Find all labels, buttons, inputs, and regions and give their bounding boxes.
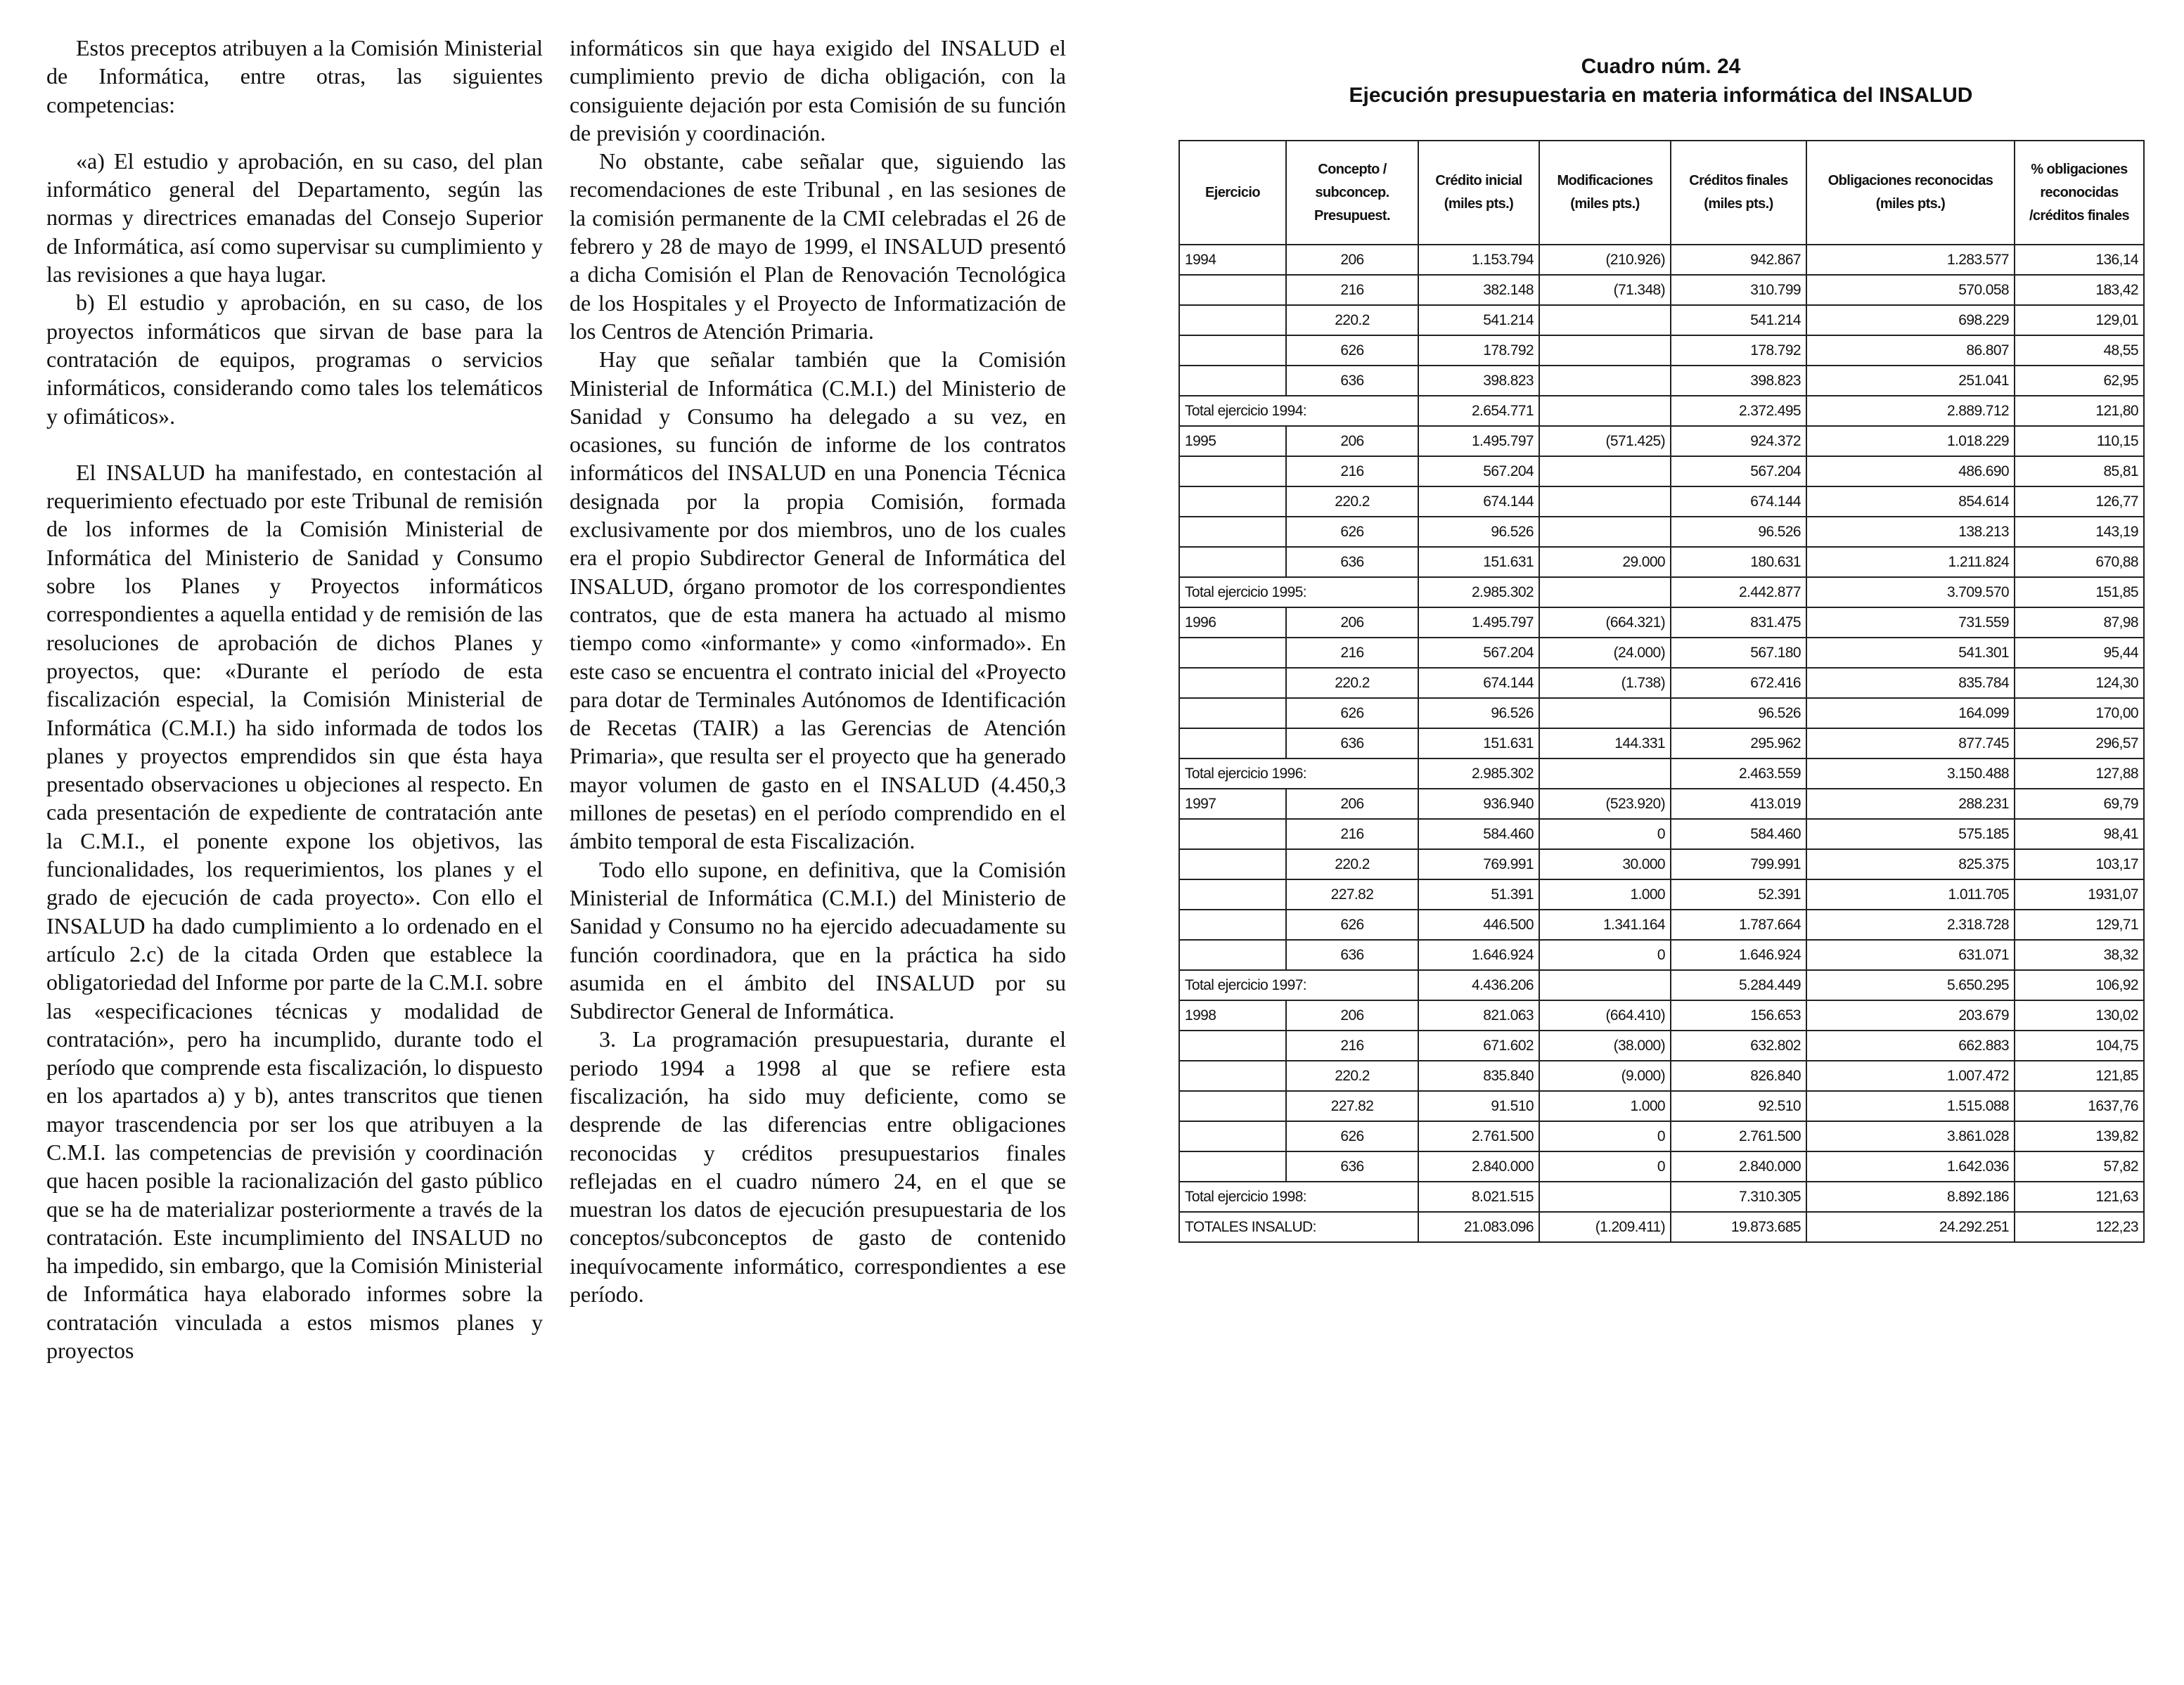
table-row [1179, 849, 2144, 879]
cell-ejercicio [1179, 1091, 1286, 1121]
cell-credito-inicial: 398.823 [1418, 366, 1539, 396]
cell-creditos-finales: 2.761.500 [1671, 1121, 1806, 1151]
cell-porcentaje: 98,41 [2015, 819, 2144, 849]
cell-ejercicio [1179, 638, 1286, 668]
cell-concepto: 227.82 [1286, 879, 1418, 910]
cell-ejercicio: 1995 [1179, 426, 1286, 456]
cell-concepto: 206 [1286, 607, 1418, 638]
table-row [1179, 486, 2144, 517]
cell-creditos-finales: 924.372 [1671, 426, 1806, 456]
cell-modificaciones: (664.410) [1539, 1000, 1671, 1031]
cell-porcentaje: 48,55 [2015, 335, 2144, 366]
cell-concepto: 206 [1286, 426, 1418, 456]
cell-modificaciones: 30.000 [1539, 849, 1671, 879]
cell-creditos-finales: 2.463.559 [1671, 758, 1806, 789]
cell-creditos-finales: 1.646.924 [1671, 940, 1806, 970]
cell-modificaciones [1539, 698, 1671, 728]
cell-credito-inicial: 21.083.096 [1418, 1212, 1539, 1242]
paragraph: Todo ello supone, en definitiva, que la Comisión Ministerial de Informática (C.M.I.) del Ministerio de Sanidad y Consumo no ha ejercido adecuadamente su función coordinadora, que en la práctica ha sido asumida en el ámbito del INSALUD por su Subdirector General de Informática. [570, 856, 1066, 1024]
text-column-middle [570, 34, 1066, 1308]
table-row [1179, 1031, 2144, 1061]
cell-credito-inicial: 2.985.302 [1418, 758, 1539, 789]
cell-credito-inicial: 674.144 [1418, 668, 1539, 698]
cell-obligaciones: 203.679 [1806, 1000, 2015, 1031]
cell-creditos-finales: 674.144 [1671, 486, 1806, 517]
cell-credito-inicial: 541.214 [1418, 305, 1539, 335]
cell-modificaciones [1539, 305, 1671, 335]
cell-porcentaje: 170,00 [2015, 698, 2144, 728]
cell-creditos-finales: 7.310.305 [1671, 1182, 1806, 1212]
cell-porcentaje: 129,71 [2015, 910, 2144, 940]
cell-modificaciones [1539, 1182, 1671, 1212]
cell-concepto: 206 [1286, 245, 1418, 275]
cell-modificaciones: (24.000) [1539, 638, 1671, 668]
cell-creditos-finales: 632.802 [1671, 1031, 1806, 1061]
cell-ejercicio [1179, 1151, 1286, 1182]
cell-obligaciones: 2.889.712 [1806, 396, 2015, 426]
cell-obligaciones: 662.883 [1806, 1031, 2015, 1061]
cell-total-label: Total ejercicio 1997: [1179, 970, 1418, 1000]
table-row [1179, 517, 2144, 547]
cell-ejercicio [1179, 456, 1286, 486]
table-row [1179, 819, 2144, 849]
table-row [1179, 1121, 2144, 1151]
cell-porcentaje: 85,81 [2015, 456, 2144, 486]
cell-obligaciones: 877.745 [1806, 728, 2015, 758]
cell-credito-inicial: 4.436.206 [1418, 970, 1539, 1000]
cell-obligaciones: 164.099 [1806, 698, 2015, 728]
table-total-row [1179, 577, 2144, 607]
cell-modificaciones [1539, 396, 1671, 426]
cell-porcentaje: 130,02 [2015, 1000, 2144, 1031]
cell-concepto: 220.2 [1286, 305, 1418, 335]
cell-credito-inicial: 96.526 [1418, 698, 1539, 728]
cell-porcentaje: 106,92 [2015, 970, 2144, 1000]
cell-creditos-finales: 398.823 [1671, 366, 1806, 396]
cell-creditos-finales: 2.442.877 [1671, 577, 1806, 607]
cell-credito-inicial: 2.761.500 [1418, 1121, 1539, 1151]
cell-concepto: 216 [1286, 819, 1418, 849]
table-row [1179, 698, 2144, 728]
cell-creditos-finales: 567.180 [1671, 638, 1806, 668]
cell-modificaciones: (9.000) [1539, 1061, 1671, 1091]
cell-credito-inicial: 151.631 [1418, 728, 1539, 758]
paragraph: b) El estudio y aprobación, en su caso, de los proyectos informáticos que sirvan de base para la contratación de equipos, programas o servicios informáticos, considerando como tales los telemáticos y ofimáticos». [46, 290, 543, 429]
cell-concepto: 220.2 [1286, 486, 1418, 517]
cell-modificaciones: 0 [1539, 940, 1671, 970]
cell-concepto: 206 [1286, 1000, 1418, 1031]
cell-modificaciones: 1.341.164 [1539, 910, 1671, 940]
cell-porcentaje: 127,88 [2015, 758, 2144, 789]
cell-obligaciones: 570.058 [1806, 275, 2015, 305]
cell-credito-inicial: 8.021.515 [1418, 1182, 1539, 1212]
cell-obligaciones: 486.690 [1806, 456, 2015, 486]
cell-modificaciones: 0 [1539, 819, 1671, 849]
cell-credito-inicial: 1.646.924 [1418, 940, 1539, 970]
cell-concepto: 216 [1286, 456, 1418, 486]
cell-modificaciones: (38.000) [1539, 1031, 1671, 1061]
cell-ejercicio [1179, 1031, 1286, 1061]
cell-concepto: 626 [1286, 335, 1418, 366]
cell-ejercicio [1179, 879, 1286, 910]
cell-obligaciones: 854.614 [1806, 486, 2015, 517]
cell-credito-inicial: 178.792 [1418, 335, 1539, 366]
cell-ejercicio [1179, 910, 1286, 940]
cell-obligaciones: 1.007.472 [1806, 1061, 2015, 1091]
text-column-left [46, 34, 543, 1364]
cell-credito-inicial: 584.460 [1418, 819, 1539, 849]
table-row [1179, 1091, 2144, 1121]
cell-ejercicio [1179, 1061, 1286, 1091]
cell-creditos-finales: 413.019 [1671, 789, 1806, 819]
table-row [1179, 728, 2144, 758]
cell-ejercicio [1179, 275, 1286, 305]
cell-creditos-finales: 1.787.664 [1671, 910, 1806, 940]
cell-porcentaje: 69,79 [2015, 789, 2144, 819]
cell-obligaciones: 86.807 [1806, 335, 2015, 366]
header-ejercicio: Ejercicio [1179, 141, 1286, 245]
table-row [1179, 638, 2144, 668]
header-creditos-finales: Créditos finales (miles pts.) [1671, 141, 1806, 245]
cell-obligaciones: 8.892.186 [1806, 1182, 2015, 1212]
table-row [1179, 668, 2144, 698]
cell-modificaciones [1539, 970, 1671, 1000]
cell-porcentaje: 57,82 [2015, 1151, 2144, 1182]
cell-porcentaje: 121,80 [2015, 396, 2144, 426]
table-row [1179, 1061, 2144, 1091]
cell-credito-inicial: 671.602 [1418, 1031, 1539, 1061]
cell-concepto: 636 [1286, 728, 1418, 758]
cell-porcentaje: 103,17 [2015, 849, 2144, 879]
cell-porcentaje: 38,32 [2015, 940, 2144, 970]
cell-ejercicio: 1994 [1179, 245, 1286, 275]
cell-credito-inicial: 446.500 [1418, 910, 1539, 940]
cell-concepto: 216 [1286, 1031, 1418, 1061]
cell-credito-inicial: 2.654.771 [1418, 396, 1539, 426]
table-number: Cuadro núm. 24 [1581, 55, 1741, 78]
cell-credito-inicial: 1.495.797 [1418, 607, 1539, 638]
cell-ejercicio [1179, 1121, 1286, 1151]
cell-ejercicio [1179, 486, 1286, 517]
cell-creditos-finales: 826.840 [1671, 1061, 1806, 1091]
cell-modificaciones: (210.926) [1539, 245, 1671, 275]
cell-credito-inicial: 2.985.302 [1418, 577, 1539, 607]
cell-credito-inicial: 1.495.797 [1418, 426, 1539, 456]
cell-porcentaje: 124,30 [2015, 668, 2144, 698]
cell-concepto: 636 [1286, 366, 1418, 396]
cell-porcentaje: 1931,07 [2015, 879, 2144, 910]
cell-obligaciones: 3.861.028 [1806, 1121, 2015, 1151]
cell-ejercicio: 1996 [1179, 607, 1286, 638]
table-row [1179, 335, 2144, 366]
cell-porcentaje: 129,01 [2015, 305, 2144, 335]
table-row [1179, 607, 2144, 638]
cell-concepto: 626 [1286, 910, 1418, 940]
cell-creditos-finales: 96.526 [1671, 698, 1806, 728]
cell-modificaciones: 0 [1539, 1121, 1671, 1151]
table-row [1179, 366, 2144, 396]
cell-porcentaje: 126,77 [2015, 486, 2144, 517]
cell-creditos-finales: 96.526 [1671, 517, 1806, 547]
paragraph: «a) El estudio y aprobación, en su caso, del plan informático general del Departamento, según las normas y directrices emanadas del Consejo Superior de Informática, así como supervisar su cumplimiento y las revisiones a que haya lugar. [46, 148, 543, 288]
cell-credito-inicial: 674.144 [1418, 486, 1539, 517]
cell-creditos-finales: 831.475 [1671, 607, 1806, 638]
cell-ejercicio [1179, 305, 1286, 335]
cell-creditos-finales: 295.962 [1671, 728, 1806, 758]
paragraph: informáticos sin que haya exigido del INSALUD el cumplimiento previo de dicha obligación, con la consiguiente dejación por esta Comisión de su función de previsión y coordinación. [570, 35, 1066, 146]
cell-total-label: Total ejercicio 1996: [1179, 758, 1418, 789]
cell-concepto: 216 [1286, 275, 1418, 305]
cell-credito-inicial: 567.204 [1418, 456, 1539, 486]
cell-modificaciones [1539, 577, 1671, 607]
cell-concepto: 626 [1286, 517, 1418, 547]
cell-obligaciones: 24.292.251 [1806, 1212, 2015, 1242]
budget-table-section [1178, 52, 2143, 1243]
cell-creditos-finales: 310.799 [1671, 275, 1806, 305]
cell-ejercicio [1179, 849, 1286, 879]
cell-concepto: 220.2 [1286, 1061, 1418, 1091]
cell-concepto: 220.2 [1286, 849, 1418, 879]
cell-porcentaje: 122,23 [2015, 1212, 2144, 1242]
cell-credito-inicial: 2.840.000 [1418, 1151, 1539, 1182]
cell-modificaciones [1539, 456, 1671, 486]
cell-obligaciones: 1.211.824 [1806, 547, 2015, 577]
cell-ejercicio: 1997 [1179, 789, 1286, 819]
cell-creditos-finales: 799.991 [1671, 849, 1806, 879]
cell-ejercicio [1179, 547, 1286, 577]
cell-concepto: 636 [1286, 940, 1418, 970]
cell-porcentaje: 151,85 [2015, 577, 2144, 607]
cell-modificaciones: 1.000 [1539, 1091, 1671, 1121]
cell-creditos-finales: 52.391 [1671, 879, 1806, 910]
cell-total-label: TOTALES INSALUD: [1179, 1212, 1418, 1242]
cell-porcentaje: 136,14 [2015, 245, 2144, 275]
cell-ejercicio [1179, 698, 1286, 728]
cell-modificaciones: (523.920) [1539, 789, 1671, 819]
cell-obligaciones: 541.301 [1806, 638, 2015, 668]
cell-porcentaje: 143,19 [2015, 517, 2144, 547]
cell-modificaciones: 1.000 [1539, 879, 1671, 910]
cell-creditos-finales: 156.653 [1671, 1000, 1806, 1031]
cell-ejercicio [1179, 940, 1286, 970]
cell-credito-inicial: 382.148 [1418, 275, 1539, 305]
table-row [1179, 1000, 2144, 1031]
cell-porcentaje: 104,75 [2015, 1031, 2144, 1061]
cell-modificaciones: (1.209.411) [1539, 1212, 1671, 1242]
cell-concepto: 206 [1286, 789, 1418, 819]
cell-creditos-finales: 178.792 [1671, 335, 1806, 366]
cell-porcentaje: 62,95 [2015, 366, 2144, 396]
table-total-row [1179, 970, 2144, 1000]
cell-credito-inicial: 1.153.794 [1418, 245, 1539, 275]
cell-obligaciones: 835.784 [1806, 668, 2015, 698]
cell-obligaciones: 138.213 [1806, 517, 2015, 547]
cell-credito-inicial: 769.991 [1418, 849, 1539, 879]
cell-obligaciones: 5.650.295 [1806, 970, 2015, 1000]
cell-concepto: 227.82 [1286, 1091, 1418, 1121]
cell-modificaciones: (664.321) [1539, 607, 1671, 638]
table-row [1179, 940, 2144, 970]
cell-ejercicio [1179, 366, 1286, 396]
cell-modificaciones: (1.738) [1539, 668, 1671, 698]
table-grand-total-row [1179, 1212, 2144, 1242]
table-total-row [1179, 758, 2144, 789]
table-row [1179, 789, 2144, 819]
cell-creditos-finales: 672.416 [1671, 668, 1806, 698]
table-header-row [1179, 141, 2144, 245]
cell-modificaciones [1539, 486, 1671, 517]
cell-porcentaje: 296,57 [2015, 728, 2144, 758]
cell-concepto: 626 [1286, 698, 1418, 728]
cell-porcentaje: 87,98 [2015, 607, 2144, 638]
table-row [1179, 275, 2144, 305]
cell-credito-inicial: 151.631 [1418, 547, 1539, 577]
table-row [1179, 879, 2144, 910]
cell-obligaciones: 1.011.705 [1806, 879, 2015, 910]
table-row [1179, 910, 2144, 940]
cell-modificaciones [1539, 366, 1671, 396]
cell-porcentaje: 95,44 [2015, 638, 2144, 668]
cell-creditos-finales: 942.867 [1671, 245, 1806, 275]
cell-modificaciones [1539, 517, 1671, 547]
table-total-row [1179, 1182, 2144, 1212]
cell-porcentaje: 121,63 [2015, 1182, 2144, 1212]
header-credito-inicial: Crédito inicial (miles pts.) [1418, 141, 1539, 245]
cell-creditos-finales: 92.510 [1671, 1091, 1806, 1121]
cell-obligaciones: 1.018.229 [1806, 426, 2015, 456]
cell-credito-inicial: 567.204 [1418, 638, 1539, 668]
cell-total-label: Total ejercicio 1994: [1179, 396, 1418, 426]
cell-concepto: 636 [1286, 1151, 1418, 1182]
cell-total-label: Total ejercicio 1998: [1179, 1182, 1418, 1212]
cell-creditos-finales: 2.840.000 [1671, 1151, 1806, 1182]
cell-concepto: 220.2 [1286, 668, 1418, 698]
cell-credito-inicial: 96.526 [1418, 517, 1539, 547]
cell-concepto: 636 [1286, 547, 1418, 577]
cell-ejercicio [1179, 728, 1286, 758]
cell-ejercicio [1179, 517, 1286, 547]
table-total-row [1179, 396, 2144, 426]
cell-obligaciones: 288.231 [1806, 789, 2015, 819]
cell-concepto: 626 [1286, 1121, 1418, 1151]
cell-porcentaje: 1637,76 [2015, 1091, 2144, 1121]
cell-ejercicio [1179, 335, 1286, 366]
cell-obligaciones: 1.642.036 [1806, 1151, 2015, 1182]
cell-obligaciones: 575.185 [1806, 819, 2015, 849]
cell-obligaciones: 631.071 [1806, 940, 2015, 970]
cell-modificaciones [1539, 335, 1671, 366]
cell-credito-inicial: 821.063 [1418, 1000, 1539, 1031]
table-row [1179, 305, 2144, 335]
header-obligaciones: Obligaciones reconocidas (miles pts.) [1806, 141, 2015, 245]
cell-modificaciones [1539, 758, 1671, 789]
cell-modificaciones: (71.348) [1539, 275, 1671, 305]
paragraph: El INSALUD ha manifestado, en contestación al requerimiento efectuado por este Tribunal de remisión de los informes de la Comisión Ministerial de Informática del Ministerio de Sanidad y Consumo sobre los Planes y Proyectos informáticos correspondientes a aquella entidad y de remisión de las resoluciones de aprobación de dichos Planes y proyectos, que: «Durante el período de esta fiscalización especial, la Comisión Ministerial de Informática (C.M.I.) ha sido informada de todos los planes y proyectos emprendidos sin que ésta haya presentado observaciones u objeciones al respecto. En cada presentación de expediente de contratación ante la C.M.I., el ponente expone los objetivos, las funcionalidades, los requerimientos, los planes y el grado de ejecución de cada proyecto». Con ello el INSALUD ha dado cumplimiento a lo ordenado en el artículo 2.c) de la citada Orden que establece la obligatoriedad del Informe por parte de la C.M.I. sobre las «especificaciones técnicas y modalidad de contratación», pero ha incumplido, durante todo el período que comprende esta fiscalización, lo dispuesto en los apartados a) y b), antes transcritos que tienen mayor trascendencia por ser los que atribuyen a la C.M.I. las competencias de previsión y coordinación que hacen posible la racionalización del gasto público que se ha de materializar posteriormente a través de la contratación. Este incumplimiento del INSALUD no ha impedido, sin embargo, que la Comisión Ministerial de Informática haya elaborado informes sobre la contratación vinculada a estos mismos planes y proyectos [46, 459, 543, 1364]
cell-creditos-finales: 5.284.449 [1671, 970, 1806, 1000]
cell-obligaciones: 698.229 [1806, 305, 2015, 335]
paragraph: Hay que señalar también que la Comisión Ministerial de Informática (C.M.I.) del Ministerio de Sanidad y Consumo ha delegado a su vez, en ocasiones, su función de informe de los contratos informáticos del INSALUD en una Ponencia Técnica designada por la propia Comisión, formada exclusivamente por dos miembros, uno de los cuales era el propio Subdirector General de Informática del INSALUD, órgano promotor de los correspondientes contratos, que de esta manera ha actuado al mismo tiempo como «informante» y como «informado». En este caso se encuentra el contrato inicial del «Proyecto para dotar de Terminales Autónomos de Identificación de Recetas (TAIR) a las Gerencias de Atención Primaria», que resulta ser el proyecto que ha generado mayor volumen de gasto en el INSALUD (4.450,3 millones de pesetas) en el período comprendido en el ámbito temporal de esta Fiscalización. [570, 347, 1066, 854]
cell-total-label: Total ejercicio 1995: [1179, 577, 1418, 607]
cell-ejercicio [1179, 668, 1286, 698]
cell-obligaciones: 825.375 [1806, 849, 2015, 879]
cell-obligaciones: 3.150.488 [1806, 758, 2015, 789]
cell-modificaciones: (571.425) [1539, 426, 1671, 456]
cell-porcentaje: 139,82 [2015, 1121, 2144, 1151]
table-body [1179, 245, 2144, 1242]
cell-credito-inicial: 835.840 [1418, 1061, 1539, 1091]
cell-obligaciones: 3.709.570 [1806, 577, 2015, 607]
cell-obligaciones: 251.041 [1806, 366, 2015, 396]
paragraph: Estos preceptos atribuyen a la Comisión Ministerial de Informática, entre otras, las siguientes competencias: [46, 35, 543, 117]
cell-obligaciones: 1.515.088 [1806, 1091, 2015, 1121]
cell-porcentaje: 110,15 [2015, 426, 2144, 456]
cell-concepto: 216 [1286, 638, 1418, 668]
cell-creditos-finales: 541.214 [1671, 305, 1806, 335]
cell-credito-inicial: 51.391 [1418, 879, 1539, 910]
cell-creditos-finales: 584.460 [1671, 819, 1806, 849]
table-title: Ejecución presupuestaria en materia informática del INSALUD [1349, 84, 1973, 107]
cell-obligaciones: 2.318.728 [1806, 910, 2015, 940]
table-row [1179, 547, 2144, 577]
cell-creditos-finales: 19.873.685 [1671, 1212, 1806, 1242]
table-row [1179, 1151, 2144, 1182]
cell-porcentaje: 121,85 [2015, 1061, 2144, 1091]
table-row [1179, 426, 2144, 456]
cell-credito-inicial: 936.940 [1418, 789, 1539, 819]
cell-ejercicio [1179, 819, 1286, 849]
cell-porcentaje: 670,88 [2015, 547, 2144, 577]
header-modificaciones: Modificaciones (miles pts.) [1539, 141, 1671, 245]
cell-modificaciones: 0 [1539, 1151, 1671, 1182]
table-row [1179, 456, 2144, 486]
cell-obligaciones: 731.559 [1806, 607, 2015, 638]
cell-porcentaje: 183,42 [2015, 275, 2144, 305]
budget-table [1178, 140, 2145, 1243]
cell-obligaciones: 1.283.577 [1806, 245, 2015, 275]
header-concepto: Concepto / subconcep. Presupuest. [1286, 141, 1418, 245]
cell-modificaciones: 29.000 [1539, 547, 1671, 577]
cell-creditos-finales: 180.631 [1671, 547, 1806, 577]
cell-ejercicio: 1998 [1179, 1000, 1286, 1031]
cell-creditos-finales: 567.204 [1671, 456, 1806, 486]
paragraph: No obstante, cabe señalar que, siguiendo las recomendaciones de este Tribunal , en las sesiones de la comisión permanente de la CMI celebradas el 26 de febrero y 28 de mayo de 1999, el INSALUD presentó a dicha Comisión el Plan de Renovación Tecnológica de los Hospitales y el Proyecto de Informatización de los Centros de Atención Primaria. [570, 148, 1066, 344]
header-porcentaje: % obligaciones reconocidas /créditos finales [2015, 141, 2144, 245]
cell-creditos-finales: 2.372.495 [1671, 396, 1806, 426]
cell-modificaciones: 144.331 [1539, 728, 1671, 758]
paragraph: 3. La programación presupuestaria, durante el periodo 1994 a 1998 al que se refiere esta fiscalización, ha sido muy deficiente, como se desprende de las diferencias entre obligaciones reconocidas y créditos presupuestarios finales reflejadas en el cuadro número 24, en el que se muestran los datos de ejecución presupuestaria de los conceptos/subconceptos de gasto de contenido inequívocamente informático, correspondientes a ese período. [570, 1026, 1066, 1308]
table-row [1179, 245, 2144, 275]
cell-credito-inicial: 91.510 [1418, 1091, 1539, 1121]
